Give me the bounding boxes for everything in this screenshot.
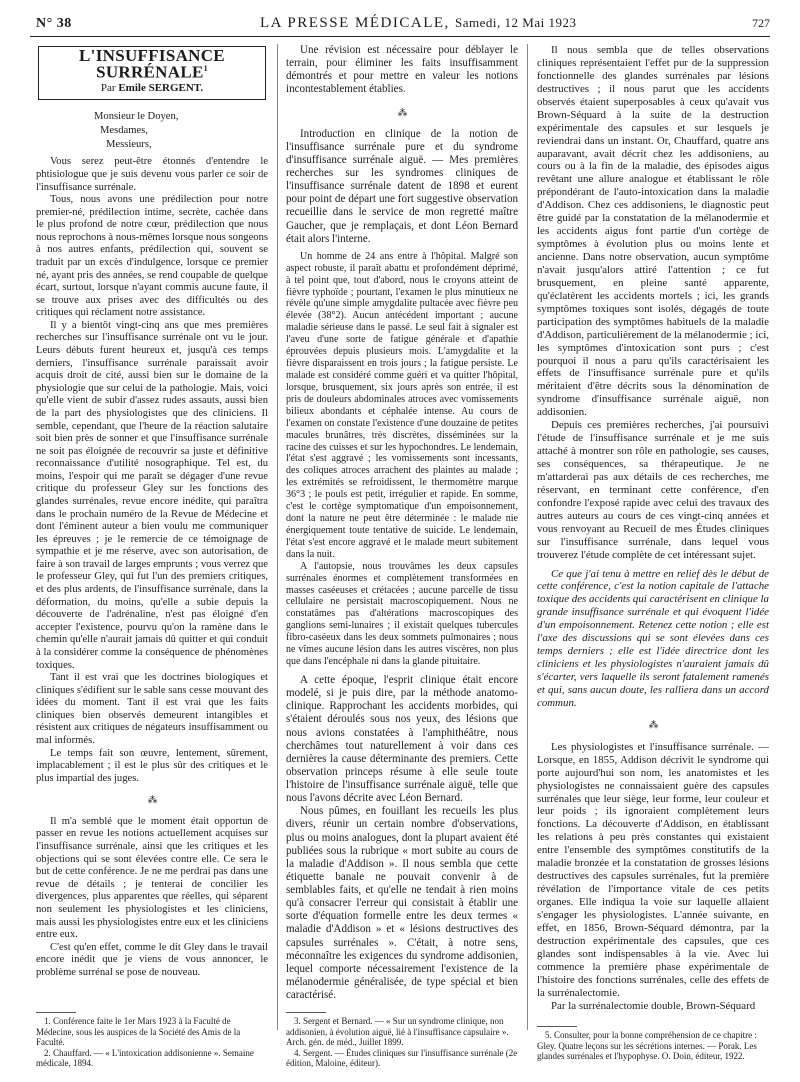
section-intro-paragraph: Introduction en clinique de la notion de l'insuffisance surrénale pure et du syndrome d'insuffisance surrénale aiguë. — Mes premières recherches sur les syndromes cliniques de l'insuffisance surrénale datent de 1898 et eurent pour point de départ une fort suggestive observation recueillie dans le service de mon regretté maître Gaucher, que je remplaçais, et dont Léon Bernard était alors l'interne. (286, 127, 518, 245)
issue-date: Samedi, 12 Mai 1923 (455, 15, 577, 30)
article-title: L'INSUFFISANCE SURRÉNALE$^1$ (79, 46, 225, 82)
column-divider (527, 44, 528, 1030)
autopsy-report: A l'autopsie, nous trouvâmes les deux capsules surrénales énormes et complètement transformées en masses caséeuses et crétacées ; aucune parcelle de tissu cellulaire ne persistait macroscopiquement. Nous ne constatâmes pas d'altérations macroscopiques des ganglions semi-lunaires ; il existait quelques tubercules fibro-caséeux dans les deux sommets pulmonaires ; nous ne vîmes aucune lésion dans les autres viscères, non plus que dans l'encéphale ni dans la glande pituitaire. (286, 560, 518, 668)
paragraph: A cette époque, l'esprit clinique était encore modelé, si je puis dire, par la méthode anatomo-clinique. Rapprochant les accidents morbides, qui s'étaient déroulés sous nos yeux, des lésions que nous avions constatées à l'amphithéâtre, nous cherchâmes tout naturellement à voir dans ces dernières la cause déterminante des premiers. Cette observation princeps résume à elle seule toute l'histoire de l'insuffisance surrénale aiguë, telle que nous l'avons décrite avec Léon Bernard. (286, 674, 518, 805)
section-separator: ⁂ (397, 107, 407, 119)
paragraph: Le temps fait son œuvre, lentement, sûrement, implacablement ; il est le plus sûr des critiques et le plus impartial des juges. (36, 747, 268, 784)
page-number: 727 (752, 16, 770, 30)
footnote: 3. Sergent et Bernard. — « Sur un syndrome clinique, non addisonien, à évolution aiguë, lié à l'insuffisance capsulaire ». Arch. gén. de méd., Juillet 1899. (286, 1016, 509, 1047)
column-1 (36, 44, 268, 979)
paragraph: Une révision est nécessaire pour déblayer le terrain, pour éliminer les faits insuffisamment démontrés et pour mettre en valeur les notions incontestablement établies. (286, 44, 518, 96)
paragraph: Il nous sembla que de telles observations cliniques représentaient l'effet pur de la suppression fonctionnelle des glandes surrénales par lésions destructives ; il nous parut que les accidents observés étaient superposables à ceux qu'avait vus Brown-Séquard à la suite de la destruction expérimentale des capsules et sur lesquels je reviendrai dans un instant. Or, Chauffard, quatre ans auparavant, avait décrit chez les addisoniens, au cours ou à la fin de la maladie, des épisodes aigus revêtant une allure analogue et établissant le rôle prépondérant de l'auto-intoxication dans la maladie d'Addison. Chez ces addisoniens, le diagnostic peut être guidé par la constatation de la mélanodermie et les accidents aigus font partie d'un cortège de symptômes à évolution plus ou moins lente et ancienne. Dans notre observation, aucun symptôme n'avait jusqu'alors attiré l'attention ; ce fut brusquement, en pleine santé apparente, qu'éclatèrent les accidents mortels ; ici, les grands symptômes toxiques sont isolés, dégagés de toute participation des symptômes habituels de la maladie d'Addison, particulièrement de la mélanodermie ; ici, les symptômes d'intoxication sont purs ; c'est pourquoi il nous a paru qu'ils caractérisaient les effets de l'insuffisance surrénale pure et qu'ils méritaient d'être décrits sous la dénomination de syndrome d'insuffisance surrénale aiguë, non addisonien. (537, 44, 769, 419)
article-title-box (38, 46, 266, 100)
header-rule (30, 36, 770, 37)
salutation: Monsieur le Doyen, Mesdames, Messieurs, (94, 111, 179, 151)
section-intro-paragraph: Les physiologistes et l'insuffisance surrénale. — Lorsque, en 1855, Addison décrivit le syndrome qui porte aujourd'hui son nom, les anatomistes et les physiologistes ne connaissaient guère des capsules surrénales que leur siège, leur forme, leur couleur et leur poids ; ils ignoraient complètement leurs fonctions. La découverte d'Addison, en établissant les relations à peu près constantes qui existaient entre l'ensemble des symptômes constitutifs de la maladie bronzée et la constatation de grosses lésions destructives des capsules surrénales, fut la première révélation de l'importance vitale de ces petits organes. Elle indiqua la voie sur laquelle allaient s'engager les physiologistes. L'année suivante, en effet, en 1856, Brown-Séquard démontra, par la destruction expérimentale des capsules, que ces glandes sont indispensables à la vie. Avec lui commence la première phase expérimentale de l'histoire des fonctions surrénales, celle des effets de la surrénalectomie. (537, 740, 769, 999)
column-2 (286, 44, 518, 1002)
paragraph: C'est qu'en effet, comme le dit Gley dans le travail encore inédit que je viens de vous annoncer, le problème surrénal se pose de nouveau. (36, 941, 268, 978)
footnotes-col1 (36, 1012, 268, 1069)
paragraph: Tant il est vrai que les doctrines biologiques et cliniques s'édifient sur le sable sans cesse mouvant des idées du moment. Tant il est vrai que les faits cliniques bien observés demeurent intangibles et résistent aux critiques de négateurs insuffisamment ou mal informés. (36, 672, 268, 746)
paragraph: Nous pûmes, en fouillant les recueils les plus divers, réunir un certain nombre d'observations, plus ou moins analogues, dont la plupart avaient été publiées sous la rubrique « mort subite au cours de la maladie d'Addison ». Il nous sembla que cette étiquette banale ne pouvait convenir à de semblables faits, et qu'elle ne tendait à rien moins qu'à consacrer l'erreur qui consistait à établir une sorte d'équation formelle entre les deux termes « maladie d'Addison » et « lésions destructives des capsules surrénales ». C'était, à notre sens, méconnaître les exigences du syndrome addisonien, lequel comporte nécessairement l'existence de la mélanodermie généralisée, de type spécial et bien caractérisé. (286, 805, 518, 1002)
author-name: Emile SERGENT. (118, 81, 204, 94)
paragraph: Tous, nous avons une prédilection pour notre premier-né, prédilection intime, secrète, cachée dans le plus profond de notre cœur, prédilection que nous nous reprochons à nous-mêmes lorsque nous songeons à nos autres enfants, prédilection qui, souvent se traduit par un excès d'indulgence, lorsque ce premier né, ayant pris des années, se rend coupable de quelque écart, surtout, lorsque n'ayant commis aucune faute, il se trouve aux prises avec des difficultés ou des critiques qui réclament notre assistance. (36, 194, 268, 319)
column-3 (537, 44, 769, 1012)
paragraph: Il m'a semblé que le moment était opportun de passer en revue les notions actuellement acquises sur l'insuffisance surrénale, ainsi que les critiques et les objections qui se sont élevées contre elle. Ce sera le but de cette conférence. Je ne me perdrai pas dans une revue de détails ; je tenterai de concilier les divergences, plus apparentes que réelles, qui séparent non seulement les physiologistes et les cliniciens, mais aussi les physiologistes entre eux et les cliniciens entre eux. (36, 815, 268, 941)
running-header (30, 14, 770, 36)
footnote: 2. Chauffard. — « L'intoxication addisonienne ». Semaine médicale, 1894. (36, 1047, 254, 1068)
journal-title: LA PRESSE MÉDICALE, Samedi, 12 Mai 1923 (260, 15, 577, 31)
case-report: Un homme de 24 ans entre à l'hôpital. Malgré son aspect robuste, il paraît abattu et profondément déprimé, à tel point que, tout d'abord, nous le croyons atteint de fièvre typhoïde ; pourtant, l'examen le plus minutieux ne révèle qu'une simple amygdalite pultacée avec fièvre peu élevée (38°2). Aucun antécédent important ; aucune maladie sérieuse dans le passé. Le seul fait à signaler est l'aveu d'une sorte de fatigue générale et d'apathie éprouvées depuis plusieurs mois. L'amygdalite et la fièvre disparaissent en trois jours ; la fatigue persiste. Le malade est considéré comme guéri et va quitter l'hôpital, lorsque, brusquement, six jours après son entrée, il est pris de douleurs abdominales atroces avec vomissements bilieux abondants et céphalée intense. Au cours de l'examen on constate l'existence d'une douzaine de petites macules brunâtres, très discrètes, disséminées sur la racine des cuisses et sur les hypochondres. Le lendemain, l'état s'est aggravé ; les vomissements sont incessants, des coliques atroces arrachent des plaintes au malade ; les extrémités se refroidissent, le thermomètre marque 36°3 ; le pouls est petit, irrégulier et rapide. En somme, c'est le cortège symptomatique d'un empoisonnement, dont la nature ne peut être déterminée : le malade nie énergiquement toute tentative de suicide. Le lendemain, l'état s'est encore aggravé et le malade meurt subitement dans la nuit. (286, 250, 518, 560)
footnotes-col2 (286, 1012, 518, 1069)
footnote: 4. Sergent. — Études cliniques sur l'insuffisance surrénale (2e édition, Maloine, éditeur). (286, 1047, 518, 1068)
paragraph: Vous serez peut-être étonnés d'entendre le phtisiologue que je suis devenu vous parler ce soir de l'insuffisance surrénale. (36, 156, 268, 193)
section-separator: ⁂ (648, 719, 658, 731)
issue-number: N° 38 (36, 16, 72, 31)
footnote: 1. Conférence faite le 1er Mars 1923 à la Faculté de Médecine, sous les auspices de la Société des Amis de la Faculté. (36, 1016, 241, 1047)
section-separator: ⁂ (147, 795, 157, 807)
highlighted-paragraph: Ce que j'ai tenu à mettre en relief dès le début de cette conférence, c'est la notion capitale de l'attache toxique des accidents qui caractérisent en clinique la grande insuffisance surrénale et qui évoquent l'idée d'un empoisonnement. Retenez cette notion ; elle est l'axe des discussions qui se sont élevées dans ces temps derniers ; elle est l'idée directrice dont les cliniciens et les physiologistes n'auraient jamais dû s'écarter, vers laquelle ils seront fatalement ramenés et qui, sans aucun doute, les ralliera dans un accord commun. (537, 567, 769, 709)
paragraph: Il y a bientôt vingt-cinq ans que mes premières recherches sur l'insuffisance surrénale ont vu le jour. Leurs débuts furent heureux et, jusqu'à ces temps derniers, l'insuffisance surrénale paraissait avoir acquis droit de cité, aussi bien sur le domaine de la physiologie que sur celui de la pathologie. Mais, voici qu'elle vient de subir d'assez rudes assauts, aussi bien de la part des physiologistes que des cliniciens. Il semble, cependant, que l'heure de la réaction salutaire soit bien près de sonner et que l'insuffisance surrénale ne soit pas éloignée de recouvrir sa juste et définitive reconnaissance d'utilité nosographique. Tel est, du moins, l'espoir qui me paraît se dégager d'une revue critique du professeur Gley sur les fonctions des glandes surrénales, revue encore inédite, qui paraîtra dans le prochain numéro de la Revue de Médecine et dont l'éminent auteur a bien voulu me communiquer les épreuves ; je le remercie de ce témoignage de sympathie et je me réserve, avec son autorisation, de faire à son travail de larges emprunts ; vous verrez que le professeur Gley, qui fut l'un des premiers critiques, et des plus ardents, de l'insuffisance surrénale, dans la déformation, du moins, qu'elle a subie depuis la découverte de l'adrénaline, n'est pas éloigné d'en accepter l'existence, pourvu qu'on la ramène dans le chemin qu'elle n'aurait jamais dû quitter et qui conduit à la considérer comme la conséquence de phénomènes toxiques. (36, 319, 268, 671)
paragraph: Par la surrénalectomie double, Brown-Séquard (551, 999, 756, 1012)
footnote: 5. Consulter, pour la bonne compréhension de ce chapitre : Gley. Quatre leçons sur les sécrétions internes. — Porak. Les glandes surrénales et l'hypophyse. O. Doin, éditeur, 1922. (537, 1030, 757, 1061)
column-divider (277, 44, 278, 1030)
byline: Par Emile SERGENT. (100, 81, 204, 94)
paragraph: Depuis ces premières recherches, j'ai poursuivi l'étude de l'insuffisance surrénale et je me suis attaché à montrer son rôle en pathologie, ses causes, ses conséquences, sa thérapeutique. Je ne m'attarderai pas aux détails de ces recherches, me réservant, en terminant cette conférence, d'en confondre l'exposé rapide avec celui des travaux des autres auteurs au cours de ces vingt-cinq années et vous renvoyant au Recueil de mes Études cliniques sur l'insuffisance surrénale, dans lequel vous trouverez l'étude complète de cet intéressant sujet. (537, 419, 769, 561)
footnotes-col3 (537, 1026, 769, 1062)
